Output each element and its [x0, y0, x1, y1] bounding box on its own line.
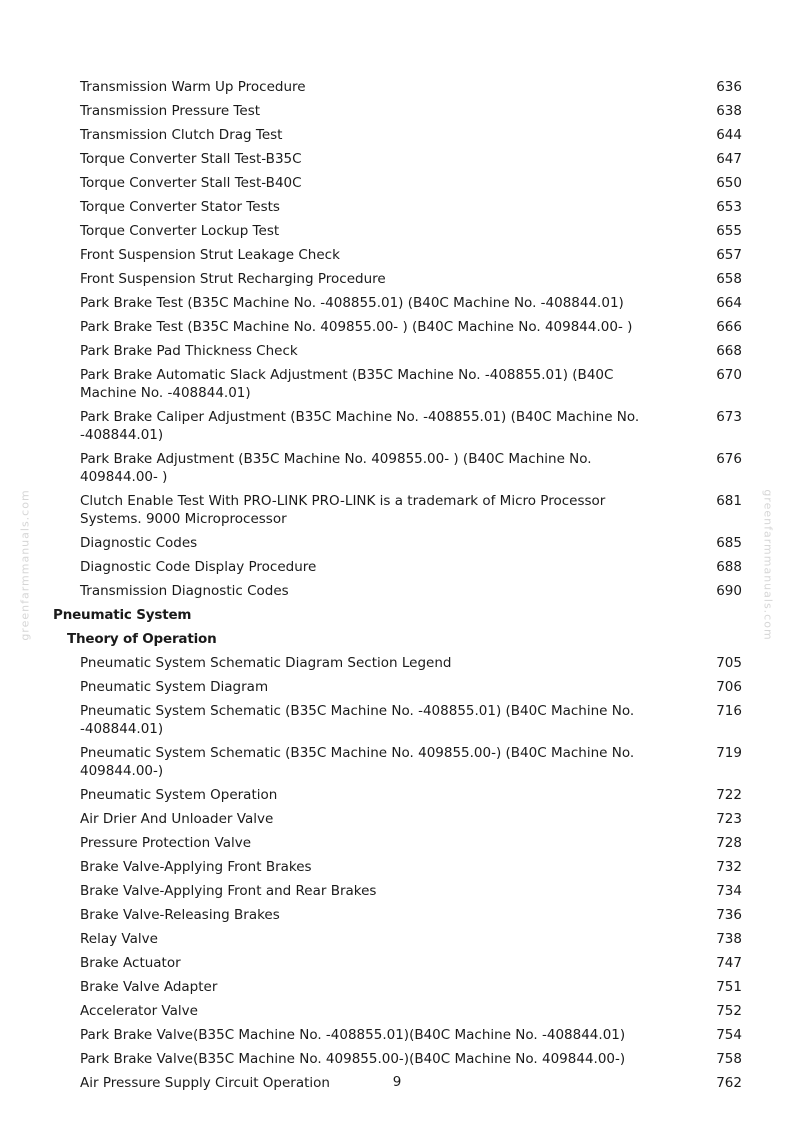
- toc-entry-title: Diagnostic Code Display Procedure: [80, 559, 317, 575]
- toc-entry[interactable]: [0, 147, 794, 171]
- toc-entry-title: Torque Converter Stator Tests: [80, 199, 280, 215]
- toc-entry-page: 655: [716, 223, 742, 239]
- toc-entry-page: 758: [716, 1051, 742, 1067]
- toc-entry-page: 736: [716, 907, 742, 923]
- toc-entry-page: 676: [716, 451, 742, 467]
- toc-entry[interactable]: [0, 975, 794, 999]
- toc-entry-title: Pneumatic System Schematic Diagram Section Legend: [80, 655, 452, 671]
- toc-entry-title: Clutch Enable Test With PRO-LINK PRO-LINK is a trademark of Micro Processor Systems. 9000 Microprocessor: [80, 493, 606, 527]
- toc-entry[interactable]: [0, 651, 794, 675]
- toc-entry-title: Park Brake Test (B35C Machine No. -408855.01) (B40C Machine No. -408844.01): [80, 295, 624, 311]
- toc-entry[interactable]: [0, 831, 794, 855]
- toc-entry-page: 728: [716, 835, 742, 851]
- toc-group-pneumatic: [0, 651, 794, 1095]
- toc-entry-page: 706: [716, 679, 742, 695]
- toc-entry[interactable]: [0, 75, 794, 99]
- toc-entry-page: 688: [716, 559, 742, 575]
- toc-entry-title: Transmission Warm Up Procedure: [80, 79, 306, 95]
- toc-entry-title: Park Brake Adjustment (B35C Machine No. 409855.00- ) (B40C Machine No. 409844.00- ): [80, 451, 592, 485]
- toc-entry-title: Pneumatic System Diagram: [80, 679, 269, 695]
- toc-entry[interactable]: [0, 315, 794, 339]
- toc-entry[interactable]: [0, 1047, 794, 1071]
- toc-entry[interactable]: [0, 363, 794, 405]
- toc-entry-title: Pneumatic System Operation: [80, 787, 278, 803]
- toc-entry-page: 666: [716, 319, 742, 335]
- toc-entry-page: 752: [716, 1003, 742, 1019]
- toc-entry-page: 762: [716, 1075, 742, 1091]
- toc-entry-page: 747: [716, 955, 742, 971]
- toc-entry-title: Park Brake Valve(B35C Machine No. -408855.01)(B40C Machine No. -408844.01): [80, 1027, 626, 1043]
- toc-entry-page: 685: [716, 535, 742, 551]
- toc-entry-page: 668: [716, 343, 742, 359]
- toc-entry-title: Park Brake Test (B35C Machine No. 409855.00- ) (B40C Machine No. 409844.00- ): [80, 319, 633, 335]
- toc-entry[interactable]: [0, 579, 794, 603]
- toc-entry-page: 658: [716, 271, 742, 287]
- toc-entry[interactable]: [0, 855, 794, 879]
- toc-entry[interactable]: [0, 447, 794, 489]
- toc-entry[interactable]: [0, 219, 794, 243]
- page-number: 9: [392, 1074, 402, 1090]
- toc-entry-page: 719: [716, 745, 742, 761]
- toc-entry-page: 638: [716, 103, 742, 119]
- toc-entry-title: Pneumatic System Schematic (B35C Machine No. 409855.00-) (B40C Machine No. 409844.00-): [80, 745, 635, 779]
- toc-entry-title: Park Brake Valve(B35C Machine No. 409855.00-)(B40C Machine No. 409844.00-): [80, 1051, 626, 1067]
- toc-entry-title: Park Brake Caliper Adjustment (B35C Machine No. -408855.01) (B40C Machine No. -408844.01): [80, 409, 640, 443]
- toc-entry-title: Air Drier And Unloader Valve: [80, 811, 274, 827]
- toc-entry-title: Pneumatic System Schematic (B35C Machine No. -408855.01) (B40C Machine No. -408844.01): [80, 703, 635, 737]
- toc-entry-title: Front Suspension Strut Leakage Check: [80, 247, 340, 263]
- toc-entry[interactable]: [0, 927, 794, 951]
- toc-entry-title: Pressure Protection Valve: [80, 835, 252, 851]
- toc-entry-page: 670: [716, 367, 742, 383]
- toc-entry[interactable]: [0, 879, 794, 903]
- toc-entry-page: 681: [716, 493, 742, 509]
- toc-entry-title: Front Suspension Strut Recharging Procedure: [80, 271, 386, 287]
- toc-entry[interactable]: [0, 195, 794, 219]
- toc-entry-title: Transmission Clutch Drag Test: [80, 127, 283, 143]
- toc-entry[interactable]: [0, 699, 794, 741]
- toc-entry[interactable]: [0, 291, 794, 315]
- toc-entry[interactable]: [0, 267, 794, 291]
- toc-entry-page: 690: [716, 583, 742, 599]
- toc-entry-title: Diagnostic Codes: [80, 535, 198, 551]
- toc-entry-title: Torque Converter Stall Test-B40C: [80, 175, 302, 191]
- toc-entry[interactable]: [0, 741, 794, 783]
- toc-entry-title: Relay Valve: [80, 931, 158, 947]
- toc-entry-page: 705: [716, 655, 742, 671]
- toc-entry[interactable]: [0, 123, 794, 147]
- toc-entry[interactable]: [0, 807, 794, 831]
- toc-entry[interactable]: [0, 783, 794, 807]
- toc-entry[interactable]: [0, 675, 794, 699]
- subsection-heading: Theory of Operation: [67, 631, 217, 647]
- toc-entry-title: Transmission Diagnostic Codes: [80, 583, 289, 599]
- toc-entry-title: Park Brake Pad Thickness Check: [80, 343, 298, 359]
- toc-entry-page: 734: [716, 883, 742, 899]
- table-of-contents: [0, 75, 794, 1095]
- toc-entry[interactable]: [0, 951, 794, 975]
- toc-entry-page: 644: [716, 127, 742, 143]
- toc-entry-page: 657: [716, 247, 742, 263]
- toc-entry[interactable]: [0, 903, 794, 927]
- toc-entry[interactable]: [0, 243, 794, 267]
- toc-entry[interactable]: [0, 555, 794, 579]
- toc-entry-title: Air Pressure Supply Circuit Operation: [80, 1075, 330, 1091]
- toc-entry-page: 732: [716, 859, 742, 875]
- toc-entry-page: 754: [716, 1027, 742, 1043]
- watermark-left: greenfarmmanuals.com: [18, 489, 32, 641]
- toc-entry[interactable]: [0, 1023, 794, 1047]
- toc-entry[interactable]: [0, 171, 794, 195]
- toc-entry-page: 673: [716, 409, 742, 425]
- toc-entry[interactable]: [0, 99, 794, 123]
- toc-entry-title: Brake Valve-Releasing Brakes: [80, 907, 280, 923]
- section-heading: Pneumatic System: [53, 607, 192, 623]
- toc-entry-title: Brake Actuator: [80, 955, 181, 971]
- toc-entry-title: Park Brake Automatic Slack Adjustment (B35C Machine No. -408855.01) (B40C Machine No. -408844.01): [80, 367, 614, 401]
- toc-entry-page: 647: [716, 151, 742, 167]
- toc-entry-page: 738: [716, 931, 742, 947]
- toc-entry-title: Torque Converter Lockup Test: [80, 223, 280, 239]
- toc-entry[interactable]: [0, 531, 794, 555]
- toc-entry-title: Brake Valve-Applying Front and Rear Brakes: [80, 883, 377, 899]
- toc-entry-title: Brake Valve-Applying Front Brakes: [80, 859, 312, 875]
- toc-entry-page: 650: [716, 175, 742, 191]
- toc-entry-page: 751: [716, 979, 742, 995]
- toc-entry-title: Transmission Pressure Test: [80, 103, 261, 119]
- toc-entry-title: Torque Converter Stall Test-B35C: [80, 151, 302, 167]
- toc-entry-page: 653: [716, 199, 742, 215]
- toc-entry-title: Brake Valve Adapter: [80, 979, 218, 995]
- toc-entry[interactable]: [0, 999, 794, 1023]
- toc-entry-page: 636: [716, 79, 742, 95]
- toc-entry-page: 664: [716, 295, 742, 311]
- toc-group-transmission: [0, 75, 794, 603]
- toc-entry[interactable]: [0, 489, 794, 531]
- toc-entry-title: Accelerator Valve: [80, 1003, 198, 1019]
- toc-entry[interactable]: [0, 339, 794, 363]
- watermark-right: greenfarmmanuals.com: [761, 489, 775, 641]
- toc-entry[interactable]: [0, 405, 794, 447]
- toc-entry-page: 723: [716, 811, 742, 827]
- toc-entry-page: 722: [716, 787, 742, 803]
- toc-entry-page: 716: [716, 703, 742, 719]
